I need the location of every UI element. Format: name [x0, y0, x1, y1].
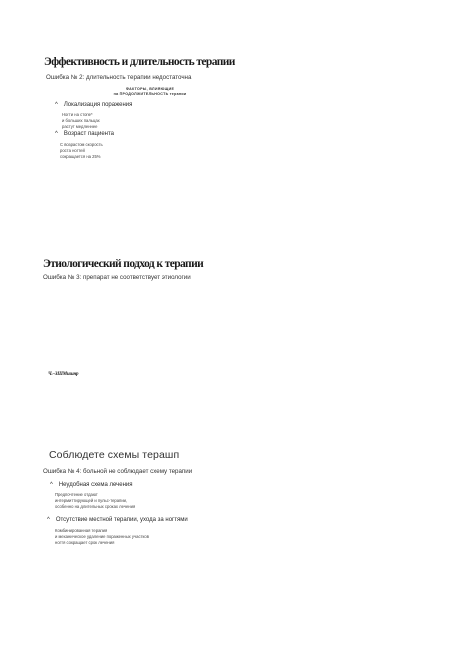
detail-line: особенно на длительных сроках лечения: [55, 504, 136, 509]
factors-caption-line1: ФАКТОРЫ, ВЛИЯЮЩИЕ: [125, 87, 175, 91]
brand-logo: Ч.–ЗШМишнр: [48, 372, 79, 377]
section-title-compliance: Соблюдете схемы терашп: [49, 449, 180, 461]
factors-caption-line2: на ПРОДОЛЖИТЕЛЬНОСТЬ терапии: [113, 92, 187, 96]
detail-line: С возрастом скорость: [60, 142, 103, 147]
caret-icon: ^: [47, 517, 50, 523]
section-title-efficacy: Эффективность и длительность терапии: [44, 56, 235, 68]
detail-line: Предпочтение отдают: [55, 492, 98, 497]
compliance-item-schedule: [50, 482, 133, 488]
compliance-item-details: [55, 528, 195, 546]
factor-item-details: [62, 112, 142, 130]
detail-line: и механическое удаление пораженных участков: [55, 534, 149, 539]
compliance-item-local-therapy: [47, 517, 188, 523]
factor-item-label: Локализация поражения: [63, 102, 133, 108]
compliance-item-label: Неудобная схема лечения: [58, 482, 133, 488]
detail-line: роста ногтей: [60, 148, 85, 153]
compliance-item-label: Отсутствие местной терапии, ухода за ногтями: [55, 517, 188, 523]
detail-line: растут медленнее: [62, 124, 98, 129]
factor-item-localization: [55, 102, 132, 108]
section-subtitle-error-4: Ошибка № 4: больной не соблюдает схему терапии: [43, 468, 193, 475]
detail-line: ногтя сокращает срок лечения: [55, 540, 115, 545]
detail-line: сокращается на 25%: [60, 154, 101, 159]
section-subtitle-error-2: Ошибка № 2: длительность терапии недостаточна: [46, 74, 192, 81]
caret-icon: ^: [55, 102, 58, 108]
detail-line: интермиттирующей и пульс-терапии,: [55, 498, 128, 503]
caret-icon: ^: [50, 482, 53, 488]
compliance-item-details: [55, 492, 185, 510]
section-subtitle-error-3: Ошибка № 3: препарат не соответствует этиологии: [43, 274, 191, 281]
detail-line: Комбинированная терапия: [55, 528, 108, 533]
factor-item-age: [55, 131, 114, 137]
detail-line: и больших пальцах: [62, 118, 100, 123]
factor-item-details: [60, 142, 140, 160]
factor-item-label: Возраст пациента: [63, 131, 114, 137]
factors-caption: [100, 87, 200, 97]
section-title-etiology: Этиологический подход к терапии: [43, 258, 204, 270]
caret-icon: ^: [55, 131, 58, 137]
detail-line: Ногти на стопе*: [62, 112, 93, 117]
